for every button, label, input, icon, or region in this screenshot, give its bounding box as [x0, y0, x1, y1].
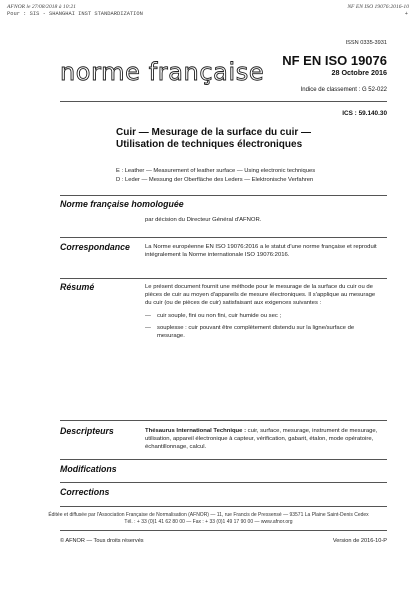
issn: ISSN 0335-3931	[345, 40, 387, 46]
header-divider	[60, 101, 387, 102]
stamp-recipient: Pour : SIS - SHANGHAI INST STANDARDIZATION	[7, 11, 143, 17]
document-title	[116, 127, 386, 150]
footer-divider	[60, 506, 387, 507]
publisher-address: Éditée et diffusée par l'Association Française de Normalisation (AFNOR) — 11, rue Francis de Pressensé — 93571 La Plaine Saint-Denis Cedex	[48, 512, 369, 518]
standard-number: NF EN ISO 19076	[282, 53, 387, 68]
homologuee-text: par décision du Directeur Général d'AFNOR.	[145, 217, 262, 223]
resume-bullet	[145, 313, 383, 321]
section-heading-homologuee: Norme française homologuée	[60, 199, 184, 209]
title-line-2: Utilisation de techniques électroniques	[116, 138, 303, 150]
descripteurs-text	[145, 428, 383, 452]
footer-divider-bottom	[60, 530, 387, 531]
version: Version de 2016-10-P	[332, 538, 387, 544]
section-divider-descripteurs	[60, 420, 387, 421]
translation-english: E : Leather — Measurement of leather surface — Using electronic techniques	[116, 168, 316, 174]
norme-francaise-logo: norme française	[60, 58, 265, 86]
section-divider-corrections	[60, 482, 387, 483]
translation-german: D : Leder — Messung der Oberfläche des Leders — Elektronische Verfahren	[116, 177, 314, 183]
section-divider-modifications	[60, 459, 387, 460]
resume-bullet-text: souplesse : cuir pouvant être complètement distendu sur la ligne/surface de mesurage.	[157, 325, 355, 339]
section-heading-resume: Résumé	[60, 282, 95, 292]
correspondance-text: La Norme européenne EN ISO 19076:2016 a le statut d'une norme française et reproduit intégralement la Norme internationale ISO 19076:2016.	[145, 244, 377, 258]
stamp-reference: NF EN ISO 19076:2016-10	[347, 4, 409, 10]
section-heading-corrections: Corrections	[60, 487, 110, 497]
stamp-date: AFNOR le 27/08/2018 à 10:21	[7, 4, 76, 10]
descripteurs-label: Thésaurus International Technique :	[145, 428, 247, 434]
classification-index: Indice de classement : G 52-022	[300, 87, 387, 93]
ics-code: ICS : 59.140.30	[342, 110, 387, 117]
copyright: © AFNOR — Tous droits réservés	[60, 538, 144, 544]
section-divider-homologuee	[60, 195, 387, 196]
section-heading-modifications: Modifications	[60, 464, 117, 474]
publication-date: 28 Octobre 2016	[331, 68, 387, 77]
section-heading-descripteurs: Descripteurs	[60, 426, 114, 436]
resume-text: Le présent document fournit une méthode pour le mesurage de la surface du cuir ou de pièces de cuir au moyen d'appareils de mesure électroniques. Il s'applique au mesurage du cuir (ou de pièces de cuir) satisfaisant aux exigences suivantes :	[145, 284, 376, 306]
resume-bullet	[145, 325, 383, 341]
resume-bullet-text: cuir souple, fini ou non fini, cuir humide ou sec ;	[157, 313, 282, 319]
dash-icon: —	[145, 325, 151, 331]
dash-icon: —	[145, 313, 151, 319]
section-heading-correspondance: Correspondance	[60, 242, 130, 252]
section-divider-resume	[60, 278, 387, 279]
section-divider-correspondance	[60, 237, 387, 238]
descripteurs-keywords: cuir, surface, mesurage, instrument de mesurage, utilisation, appareil électronique à capteur, vérification, gabarit, étalon, mode opératoire, échantillonnage, calcul.	[145, 428, 378, 450]
publisher-contact: Tél. : + 33 (0)1 41 62 80 00 — Fax : + 33 (0)1 49 17 90 00 — www.afnor.org	[124, 519, 293, 525]
title-line-1: Cuir — Mesurage de la surface du cuir —	[116, 127, 312, 138]
stamp-plus: +	[404, 11, 408, 17]
